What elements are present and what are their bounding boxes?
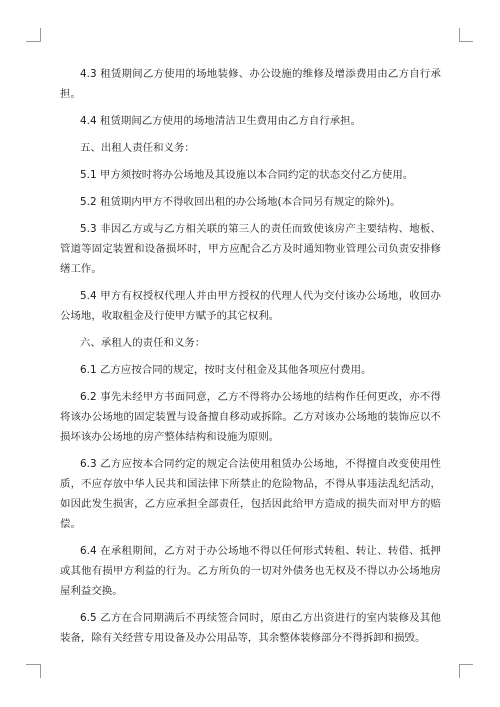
crop-mark-top-left-vertical [40, 28, 41, 42]
section-heading-lessee-duties: 六、承租人的责任和义务： [80, 337, 206, 349]
crop-mark-bottom-left-horizontal [26, 664, 40, 665]
crop-mark-bottom-left-vertical [40, 664, 41, 678]
clause-5-2: 5.2 租赁期内甲方不得收回出租的办公场地(本合同另有规定的除外)。 [80, 196, 401, 208]
clause-6-5: 6.5 乙方在合同期满后不再续签合同时，原由乙方出资进行的室内装修及其他装备，除有关经营专用设备及办公用品等，其余整体装修部分不得拆卸和损毁。 [60, 612, 441, 644]
section-heading-lessor-duties: 五、出租人责任和义务： [80, 142, 195, 154]
clause-6-3: 6.3 乙方应按本合同约定的规定合法使用租赁办公场地，不得擅自改变使用性质，不应存放中华人民共和国法律下所禁止的危险物品，不得从事违法乱纪活动，如因此发生损害，乙方应承担全部责任，包括因此给甲方造成的损失而对甲方的赔偿。 [60, 458, 441, 530]
crop-mark-bottom-right-horizontal [459, 664, 473, 665]
crop-mark-top-left-horizontal [26, 41, 40, 42]
clause-6-2: 6.2 事先未经甲方书面同意，乙方不得将办公场地的结构作任何更改，亦不得将该办公场地的固定装置与设备擅自移动或拆除。乙方对该办公场地的装饰应以不损坏该办公场地的房产整体结构和设施为原则。 [60, 391, 441, 443]
crop-mark-bottom-right-vertical [459, 664, 460, 678]
crop-mark-top-right-vertical [459, 28, 460, 42]
crop-mark-top-right-horizontal [459, 41, 473, 42]
clause-5-1: 5.1 甲方须按时将办公场地及其设施以本合同约定的状态交付乙方使用。 [80, 169, 414, 181]
document-body [60, 64, 441, 655]
clause-4-4: 4.4 租赁期间乙方使用的场地清洁卫生费用由乙方自行承担。 [80, 115, 362, 127]
clause-6-1: 6.1 乙方应按合同的规定，按时支付租金及其他各项应付费用。 [80, 364, 372, 376]
clause-5-3: 5.3 非因乙方或与乙方相关联的第三人的责任而致使该房产主要结构、地板、管道等固定装置和设备损坏时，甲方应配合乙方及时通知物业管理公司负责安排修缮工作。 [60, 223, 441, 275]
clause-5-4: 5.4 甲方有权授权代理人并由甲方授权的代理人代为交付该办公场地，收回办公场地，收取租金及行使甲方赋予的其它权利。 [60, 290, 441, 322]
clause-6-4: 6.4 在承租期间，乙方对于办公场地不得以任何形式转租、转让、转借、抵押或其他有损甲方利益的行为。乙方所负的一切对外债务也无权及不得以办公场地房屋利益交换。 [60, 545, 441, 597]
clause-4-3: 4.3 租赁期间乙方使用的场地装修、办公设施的维修及增添费用由乙方自行承担。 [60, 68, 441, 100]
